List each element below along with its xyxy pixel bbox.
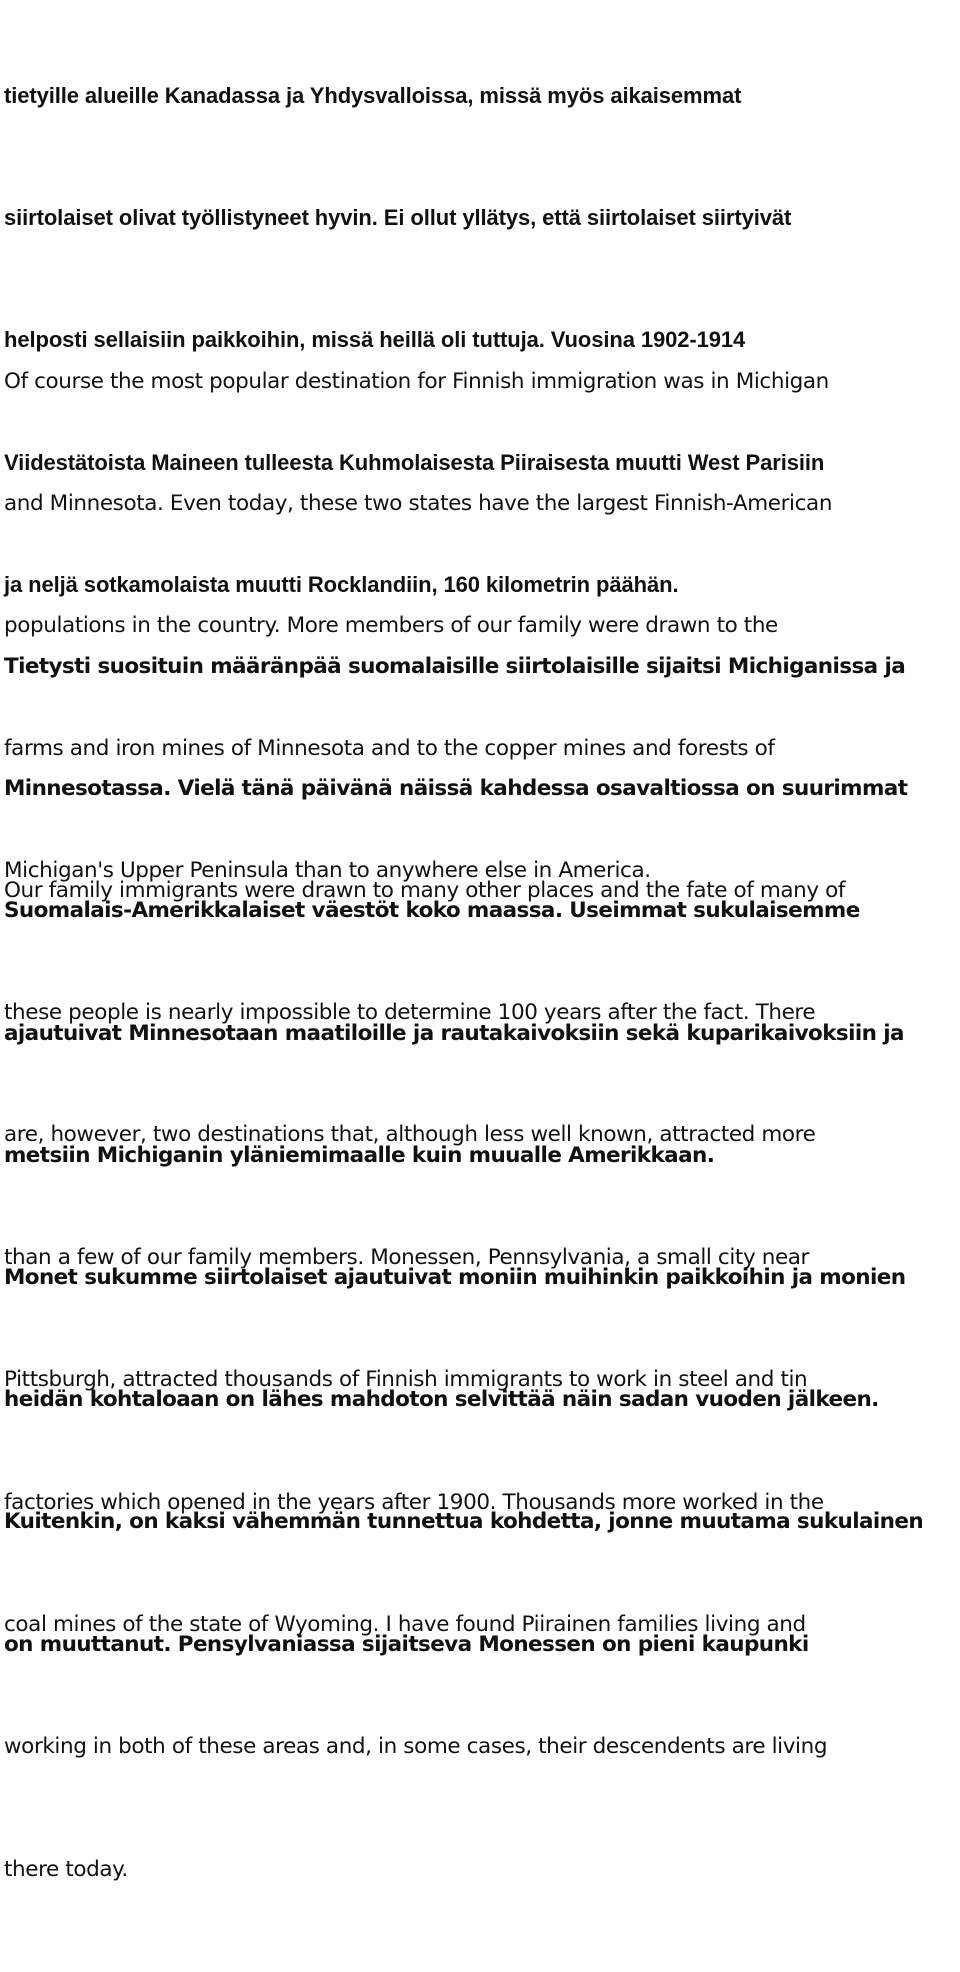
- text-line: tietyille alueille Kanadassa ja Yhdysvalloissa, missä myös aikaisemmat: [4, 82, 742, 108]
- text-line: farms and iron mines of Minnesota and to the copper mines and forests of: [4, 735, 775, 761]
- text-line: Tietysti suosituin määränpää suomalaisille siirtolaisille sijaitsi Michiganissa ja: [4, 653, 906, 679]
- text-line: Suomalais-Amerikkalaiset väestöt koko maassa. Useimmat sukulaisemme: [4, 898, 860, 924]
- text-line: helposti sellaisiin paikkoihin, missä heillä oli tuttuja. Vuosina 1902-1914: [4, 327, 746, 353]
- text-line: Monet sukumme siirtolaiset ajautuivat moniin muihinkin paikkoihin ja monien: [4, 1264, 906, 1290]
- text-line: Michigan's Upper Peninsula than to anywhere else in America.: [4, 858, 651, 884]
- text-line: these people is nearly impossible to determine 100 years after the fact. There: [4, 999, 816, 1025]
- text-line: ja neljä sotkamolaista muutti Rocklandiin, 160 kilometrin päähän.: [4, 572, 679, 598]
- paragraph-finnish-destinations: [4, 1176, 923, 1747]
- text-line: there today.: [4, 1856, 128, 1882]
- text-line: and Minnesota. Even today, these two states have the largest Finnish-American: [4, 490, 833, 516]
- text-line: than a few of our family members. Monessen, Pennsylvania, a small city near: [4, 1244, 809, 1270]
- text-line: Kuitenkin, on kaksi vähemmän tunnettua kohdetta, jonne muutama sukulainen: [4, 1509, 924, 1535]
- text-line: factories which opened in the years after 1900. Thousands more worked in the: [4, 1489, 824, 1515]
- text-line: Minnesotassa. Vielä tänä päivänä näissä kahdessa osavaltiossa on suurimmat: [4, 775, 908, 801]
- text-line: Viidestätoista Maineen tulleesta Kuhmolaisesta Piiraisesta muutti West Parisiin: [4, 449, 825, 475]
- text-line: ajautuivat Minnesotaan maatiloille ja rautakaivoksiin sekä kuparikaivoksiin ja: [4, 1020, 904, 1046]
- text-line: heidän kohtaloaan on lähes mahdoton selvittää näin sadan vuoden jälkeen.: [4, 1386, 879, 1412]
- text-line: metsiin Michiganin yläniemimaalle kuin muualle Amerikkaan.: [4, 1143, 715, 1169]
- text-line: siirtolaiset olivat työllistyneet hyvin. Ei ollut yllätys, että siirtolaiset siirtyivät: [4, 204, 792, 230]
- text-line: Our family immigrants were drawn to many other places and the fate of many of: [4, 877, 846, 903]
- text-line: on muuttanut. Pensylvaniassa sijaitseva Monessen on pieni kaupunki: [4, 1631, 809, 1657]
- text-line: working in both of these areas and, in some cases, their descendents are living: [4, 1734, 828, 1760]
- text-line: populations in the country. More members of our family were drawn to the: [4, 613, 778, 639]
- text-line: Pittsburgh, attracted thousands of Finnish immigrants to work in steel and tin: [4, 1367, 808, 1393]
- text-line: are, however, two destinations that, although less well known, attracted more: [4, 1122, 816, 1148]
- text-line: Of course the most popular destination for Finnish immigration was in Michigan: [4, 368, 829, 394]
- text-line: coal mines of the state of Wyoming. I have found Piirainen families living and: [4, 1611, 806, 1637]
